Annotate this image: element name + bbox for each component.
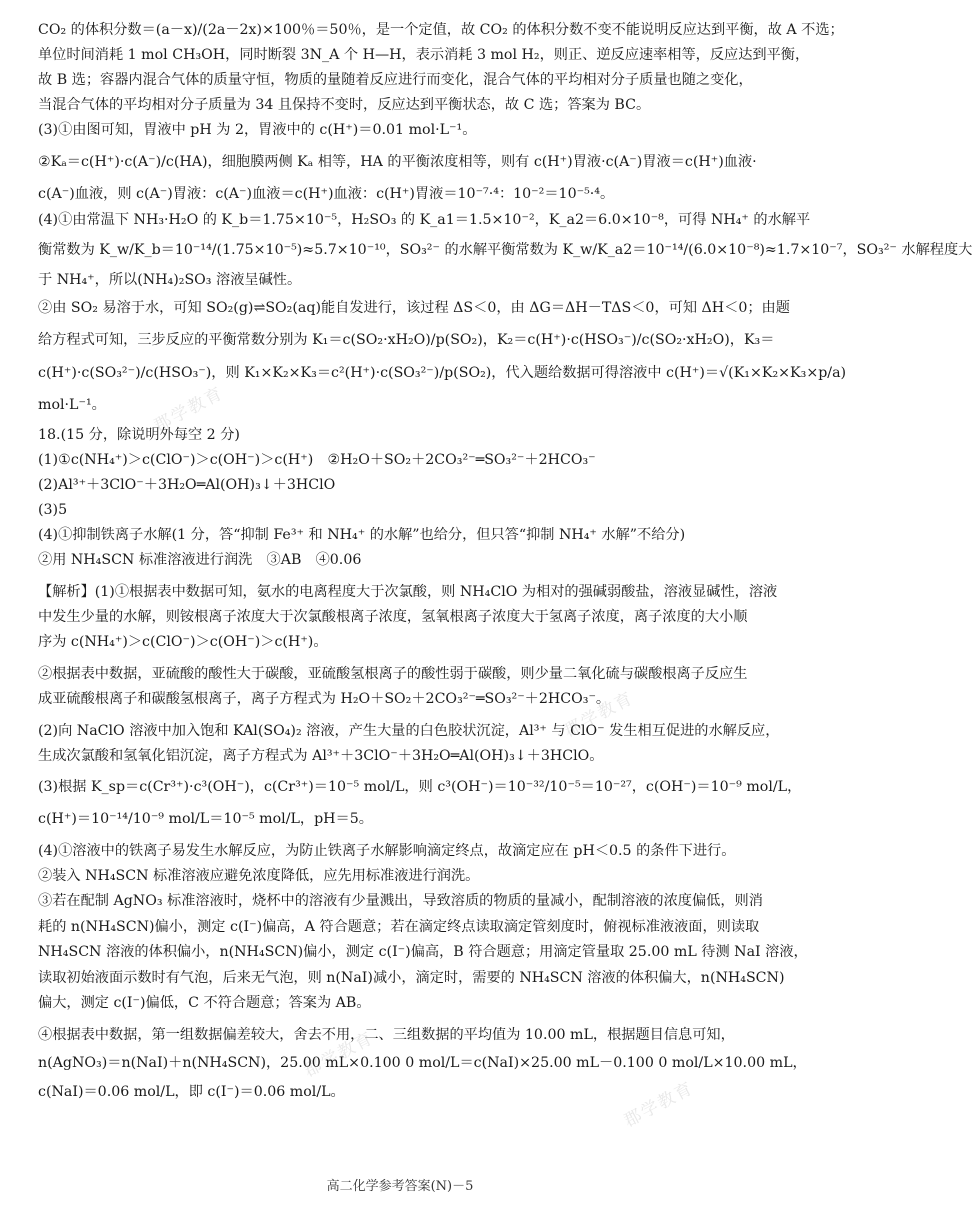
text-line: 故 B 选；容器内混合气体的质量守恒，物质的量随着反应进行而变化，混合气体的平均相对分子质量也随之变化， (38, 72, 753, 88)
text-line: (3)根据 K_sp＝c(Cr³⁺)·c³(OH⁻)，c(Cr³⁺)＝10⁻⁵ mol/L，则 c³(OH⁻)＝10⁻³²/10⁻⁵＝10⁻²⁷，c(OH⁻)＝10⁻⁹ mol/L， (38, 779, 802, 795)
text-line: n(AgNO₃)＝n(NaI)＋n(NH₄SCN)，25.00 mL×0.100 0 mol/L＝c(NaI)×25.00 mL－0.100 0 mol/L×10.00 mL， (38, 1055, 807, 1071)
text-line: NH₄SCN 溶液的体积偏小，n(NH₄SCN)偏小，测定 c(I⁻)偏高，B 符合题意；用滴定管量取 25.00 mL 待测 NaI 溶液， (38, 944, 808, 960)
text-line: ②根据表中数据，亚硫酸的酸性大于碳酸，亚硫酸氢根离子的酸性弱于碳酸，则少量二氧化硫与碳酸根离子反应生 (38, 666, 748, 682)
text-line: 给方程式可知，三步反应的平衡常数分别为 K₁＝c(SO₂·xH₂O)/p(SO₂)，K₂＝c(H⁺)·c(HSO₃⁻)/c(SO₂·xH₂O)，K₃＝ (38, 332, 775, 348)
text-line: ③若在配制 AgNO₃ 标准溶液时，烧杯中的溶液有少量溅出，导致溶质的物质的量减小，配制溶液的浓度偏低，则消 (38, 893, 763, 909)
text-line: c(NaI)＝0.06 mol/L，即 c(I⁻)＝0.06 mol/L。 (38, 1084, 345, 1100)
text-line: ②由 SO₂ 易溶于水，可知 SO₂(g)⇌SO₂(aq)能自发进行，该过程 ΔS＜0，由 ΔG＝ΔH－TΔS＜0，可知 ΔH＜0；由题 (38, 300, 790, 316)
text-line: ②Kₐ＝c(H⁺)·c(A⁻)/c(HA)，细胞膜两侧 Kₐ 相等，HA 的平衡浓度相等，则有 c(H⁺)胃液·c(A⁻)胃液＝c(H⁺)血液· (38, 154, 757, 170)
text-line: mol·L⁻¹。 (38, 397, 106, 413)
text-line: (1)①c(NH₄⁺)＞c(ClO⁻)＞c(OH⁻)＞c(H⁺) ②H₂O＋SO₂＋2CO₃²⁻═SO₃²⁻＋2HCO₃⁻ (38, 452, 596, 468)
text-line: 当混合气体的平均相对分子质量为 34 且保持不变时，反应达到平衡状态，故 C 选；答案为 BC。 (38, 97, 651, 113)
text-line: (3)5 (38, 502, 68, 518)
text-line: (4)①溶液中的铁离子易发生水解反应，为防止铁离子水解影响滴定终点，故滴定应在 pH＜0.5 的条件下进行。 (38, 843, 736, 859)
text-line: 衡常数为 K_w/K_b＝10⁻¹⁴/(1.75×10⁻⁵)≈5.7×10⁻¹⁰，SO₃²⁻ 的水解平衡常数为 K_w/K_a2＝10⁻¹⁴/(6.0×10⁻⁸)≈1.7×10⁻⁷，SO₃²⁻ 水解程度大 (38, 242, 972, 258)
text-line: 读取初始液面示数时有气泡，后来无气泡，则 n(NaI)减小，滴定时，需要的 NH₄SCN 溶液的体积偏大，n(NH₄SCN) (38, 970, 785, 986)
text-line: (2)Al³⁺＋3ClO⁻＋3H₂O═Al(OH)₃↓＋3HClO (38, 477, 336, 493)
watermark: 郡学教育 (560, 688, 638, 742)
text-line: c(A⁻)血液，则 c(A⁻)胃液：c(A⁻)血液＝c(H⁺)血液：c(H⁺)胃液＝10⁻⁷·⁴：10⁻²＝10⁻⁵·⁴。 (38, 186, 615, 202)
text-line: 【解析】(1)①根据表中数据可知，氨水的电离程度大于次氯酸，则 NH₄ClO 为相对的强碱弱酸盐，溶液显碱性，溶液 (38, 584, 778, 600)
text-line: ②用 NH₄SCN 标准溶液进行润洗 ③AB ④0.06 (38, 552, 362, 568)
text-line: 偏大，测定 c(I⁻)偏低，C 不符合题意；答案为 AB。 (38, 995, 371, 1011)
text-line: (4)①由常温下 NH₃·H₂O 的 K_b＝1.75×10⁻⁵，H₂SO₃ 的 K_a1＝1.5×10⁻²，K_a2＝6.0×10⁻⁸，可得 NH₄⁺ 的水解平 (38, 212, 811, 228)
text-line: 于 NH₄⁺，所以(NH₄)₂SO₃ 溶液呈碱性。 (38, 272, 302, 288)
text-line: 耗的 n(NH₄SCN)偏小，测定 c(I⁻)偏高，A 符合题意；若在滴定终点读取滴定管刻度时，俯视标准液液面，则读取 (38, 919, 760, 935)
text-line: 中发生少量的水解，则铵根离子浓度大于次氯酸根离子浓度，氢氧根离子浓度大于氢离子浓度，离子浓度的大小顺 (38, 609, 748, 625)
watermark: 郡学教育 (620, 1078, 698, 1132)
text-line: ②装入 NH₄SCN 标准溶液应避免浓度降低，应先用标准液进行润洗。 (38, 868, 480, 884)
text-line: 成亚硫酸根离子和碳酸氢根离子，离子方程式为 H₂O＋SO₂＋2CO₃²⁻═SO₃²⁻＋2HCO₃⁻。 (38, 691, 611, 707)
text-line: (3)①由图可知，胃液中 pH 为 2，胃液中的 c(H⁺)＝0.01 mol·L⁻¹。 (38, 122, 477, 138)
text-line: (4)①抑制铁离子水解(1 分，答“抑制 Fe³⁺ 和 NH₄⁺ 的水解”也给分，但只答“抑制 NH₄⁺ 水解”不给分) (38, 527, 686, 543)
text-line: (2)向 NaClO 溶液中加入饱和 KAl(SO₄)₂ 溶液，产生大量的白色胶状沉淀，Al³⁺ 与 ClO⁻ 发生相互促进的水解反应， (38, 723, 780, 739)
text-line: 单位时间消耗 1 mol CH₃OH，同时断裂 3N_A 个 H—H，表示消耗 3 mol H₂，则正、逆反应速率相等，反应达到平衡， (38, 47, 810, 63)
watermark: 郡学教育 (150, 383, 228, 437)
text-line: c(H⁺)·c(SO₃²⁻)/c(HSO₃⁻)，则 K₁×K₂×K₃＝c²(H⁺)·c(SO₃²⁻)/p(SO₂)，代入题给数据可得溶液中 c(H⁺)＝√(K₁×K₂×K₃×p/a) (38, 365, 847, 381)
text-line: CO₂ 的体积分数＝(a－x)/(2a－2x)×100％＝50％，是一个定值，故 CO₂ 的体积分数不变不能说明反应达到平衡，故 A 不选； (38, 22, 844, 38)
text-line: 序为 c(NH₄⁺)＞c(ClO⁻)＞c(OH⁻)＞c(H⁺)。 (38, 634, 328, 650)
text-line: ④根据表中数据，第一组数据偏差较大，舍去不用，二、三组数据的平均值为 10.00 mL，根据题目信息可知， (38, 1027, 735, 1043)
text-line: 18.(15 分，除说明外每空 2 分) (38, 427, 240, 443)
text-line: c(H⁺)＝10⁻¹⁴/10⁻⁹ mol/L＝10⁻⁵ mol/L，pH＝5。 (38, 811, 373, 827)
page-footer: 高二化学参考答案(N)－5 (326, 1179, 474, 1194)
text-line: 生成次氯酸和氢氧化铝沉淀，离子方程式为 Al³⁺＋3ClO⁻＋3H₂O═Al(OH)₃↓＋3HClO。 (38, 748, 604, 764)
watermark: 郡学教育 (300, 1028, 378, 1082)
